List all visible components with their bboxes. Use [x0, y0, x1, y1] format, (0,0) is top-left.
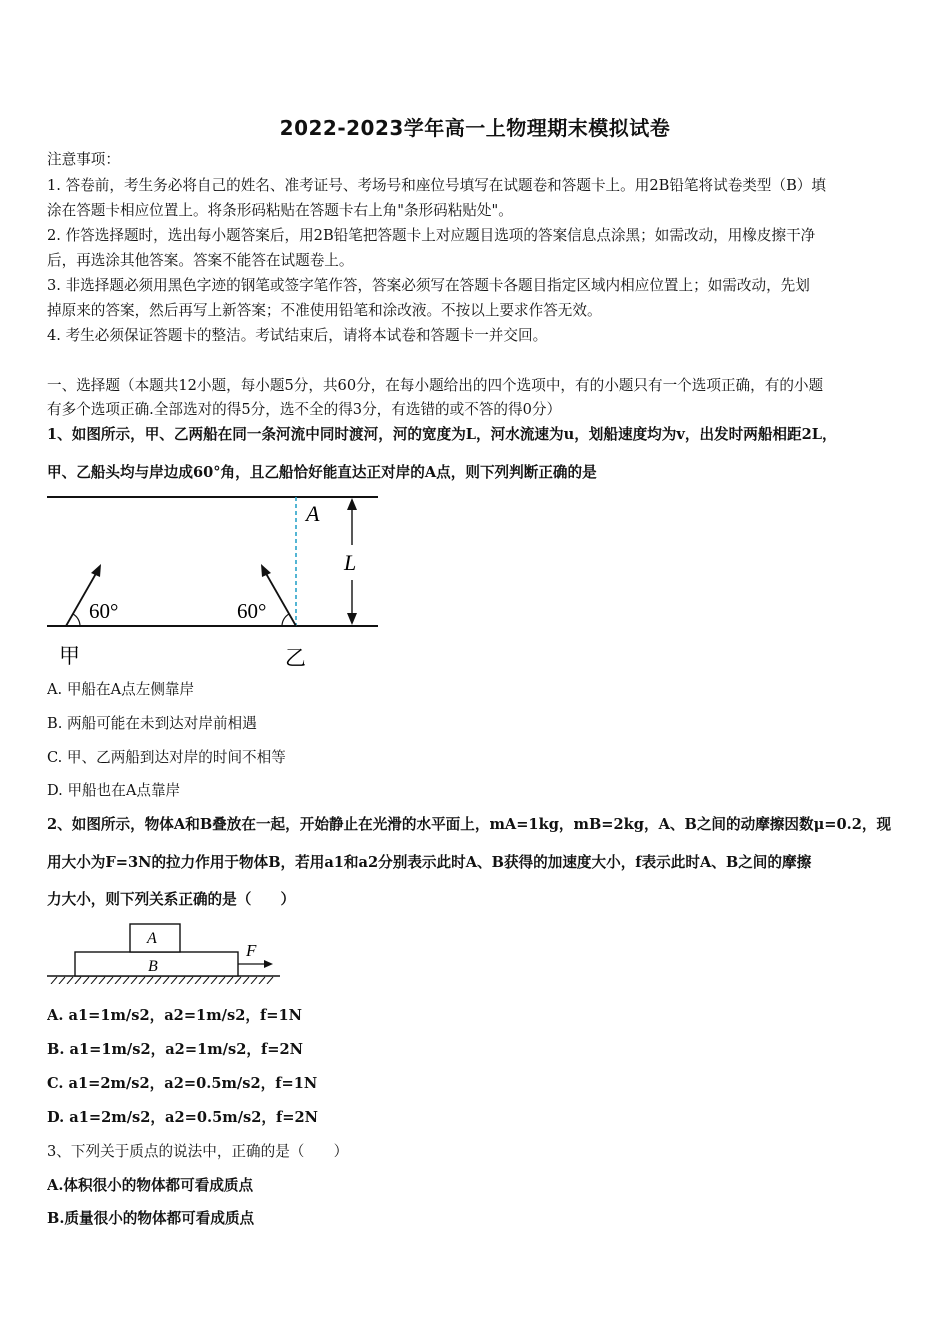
figure-label-l: L: [344, 550, 357, 575]
question-1-stem: 1、如图所示，甲、乙两船在同一条河流中同时渡河，河的宽度为L，河水流速为u，划船速度均为v，出发时两船相距2L，: [47, 426, 837, 443]
question-1-option-a: A. 甲船在A点左侧靠岸: [47, 681, 195, 698]
boat-label-yi: 乙: [285, 646, 306, 670]
angle-label-left: 60°: [89, 599, 119, 623]
question-2-stem: 用大小为F=3N的拉力作用于物体B，若用a1和a2分别表示此时A、B获得的加速度大小，f表示此时A、B之间的摩擦: [47, 854, 812, 871]
force-label: F: [246, 941, 257, 960]
page-title: 2022-2023学年高一上物理期末模拟试卷: [279, 116, 671, 140]
question-1-stem: 甲、乙船头均与岸边成60°角，且乙船恰好能直达正对岸的A点，则下列判断正确的是: [47, 464, 597, 481]
section-heading: 有多个选项正确.全部选对的得5分，选不全的得3分，有选错的或不答的得0分）: [47, 401, 562, 418]
angle-label-right: 60°: [237, 599, 267, 623]
question-1-option-c: C. 甲、乙两船到达对岸的时间不相等: [47, 749, 286, 766]
figure-label-a: A: [306, 501, 320, 526]
notes-line: 涂在答题卡相应位置上。将条形码粘贴在答题卡右上角"条形码粘贴处"。: [47, 202, 513, 219]
question-3-option-b: B.质量很小的物体都可看成质点: [47, 1210, 255, 1227]
question-1-option-b: B. 两船可能在未到达对岸前相遇: [47, 715, 257, 732]
question-2-stem: 力大小，则下列关系正确的是（ ）: [47, 891, 296, 908]
notes-heading: 注意事项：: [47, 151, 120, 168]
question-2-figure: [45, 920, 285, 984]
block-a-label: A: [147, 930, 157, 947]
boat-label-jia: 甲: [59, 644, 80, 668]
question-2-option-c: C. a1=2m/s2，a2=0.5m/s2，f=1N: [47, 1075, 318, 1092]
question-2-option-a: A. a1=1m/s2，a2=1m/s2，f=1N: [47, 1007, 302, 1024]
notes-line: 4. 考生必须保证答题卡的整洁。考试结束后，请将本试卷和答题卡一并交回。: [47, 327, 548, 344]
notes-line: 2. 作答选择题时，选出每小题答案后，用2B铅笔把答题卡上对应题目选项的答案信息点涂黑；如需改动，用橡皮擦干净: [47, 227, 816, 244]
notes-line: 3. 非选择题必须用黑色字迹的钢笔或签字笔作答，答案必须写在答题卡各题目指定区域内相应位置上；如需改动，先划: [47, 277, 810, 294]
question-2-option-d: D. a1=2m/s2，a2=0.5m/s2，f=2N: [47, 1109, 318, 1126]
notes-line: 1. 答卷前，考生务必将自己的姓名、准考证号、考场号和座位号填写在试题卷和答题卡上。用2B铅笔将试卷类型（B）填: [47, 177, 826, 194]
question-2-stem: 2、如图所示，物体A和B叠放在一起，开始静止在光滑的水平面上，mA=1kg，mB=2kg，A、B之间的动摩擦因数μ=0.2，现: [47, 816, 892, 833]
question-3-option-a: A.体积很小的物体都可看成质点: [47, 1177, 254, 1194]
question-1-option-d: D. 甲船也在A点靠岸: [47, 782, 181, 799]
notes-line: 后，再选涂其他答案。答案不能答在试题卷上。: [47, 252, 354, 269]
notes-line: 掉原来的答案，然后再写上新答案；不准使用铅笔和涂改液。不按以上要求作答无效。: [47, 302, 602, 319]
section-heading: 一、选择题（本题共12小题，每小题5分，共60分，在每小题给出的四个选项中，有的小题只有一个选项正确，有的小题: [47, 377, 824, 394]
question-1-figure: [45, 488, 385, 673]
block-b-label: B: [148, 958, 158, 975]
question-2-option-b: B. a1=1m/s2，a2=1m/s2，f=2N: [47, 1041, 303, 1058]
question-3-stem: 3、下列关于质点的说法中，正确的是（ ）: [47, 1143, 349, 1160]
